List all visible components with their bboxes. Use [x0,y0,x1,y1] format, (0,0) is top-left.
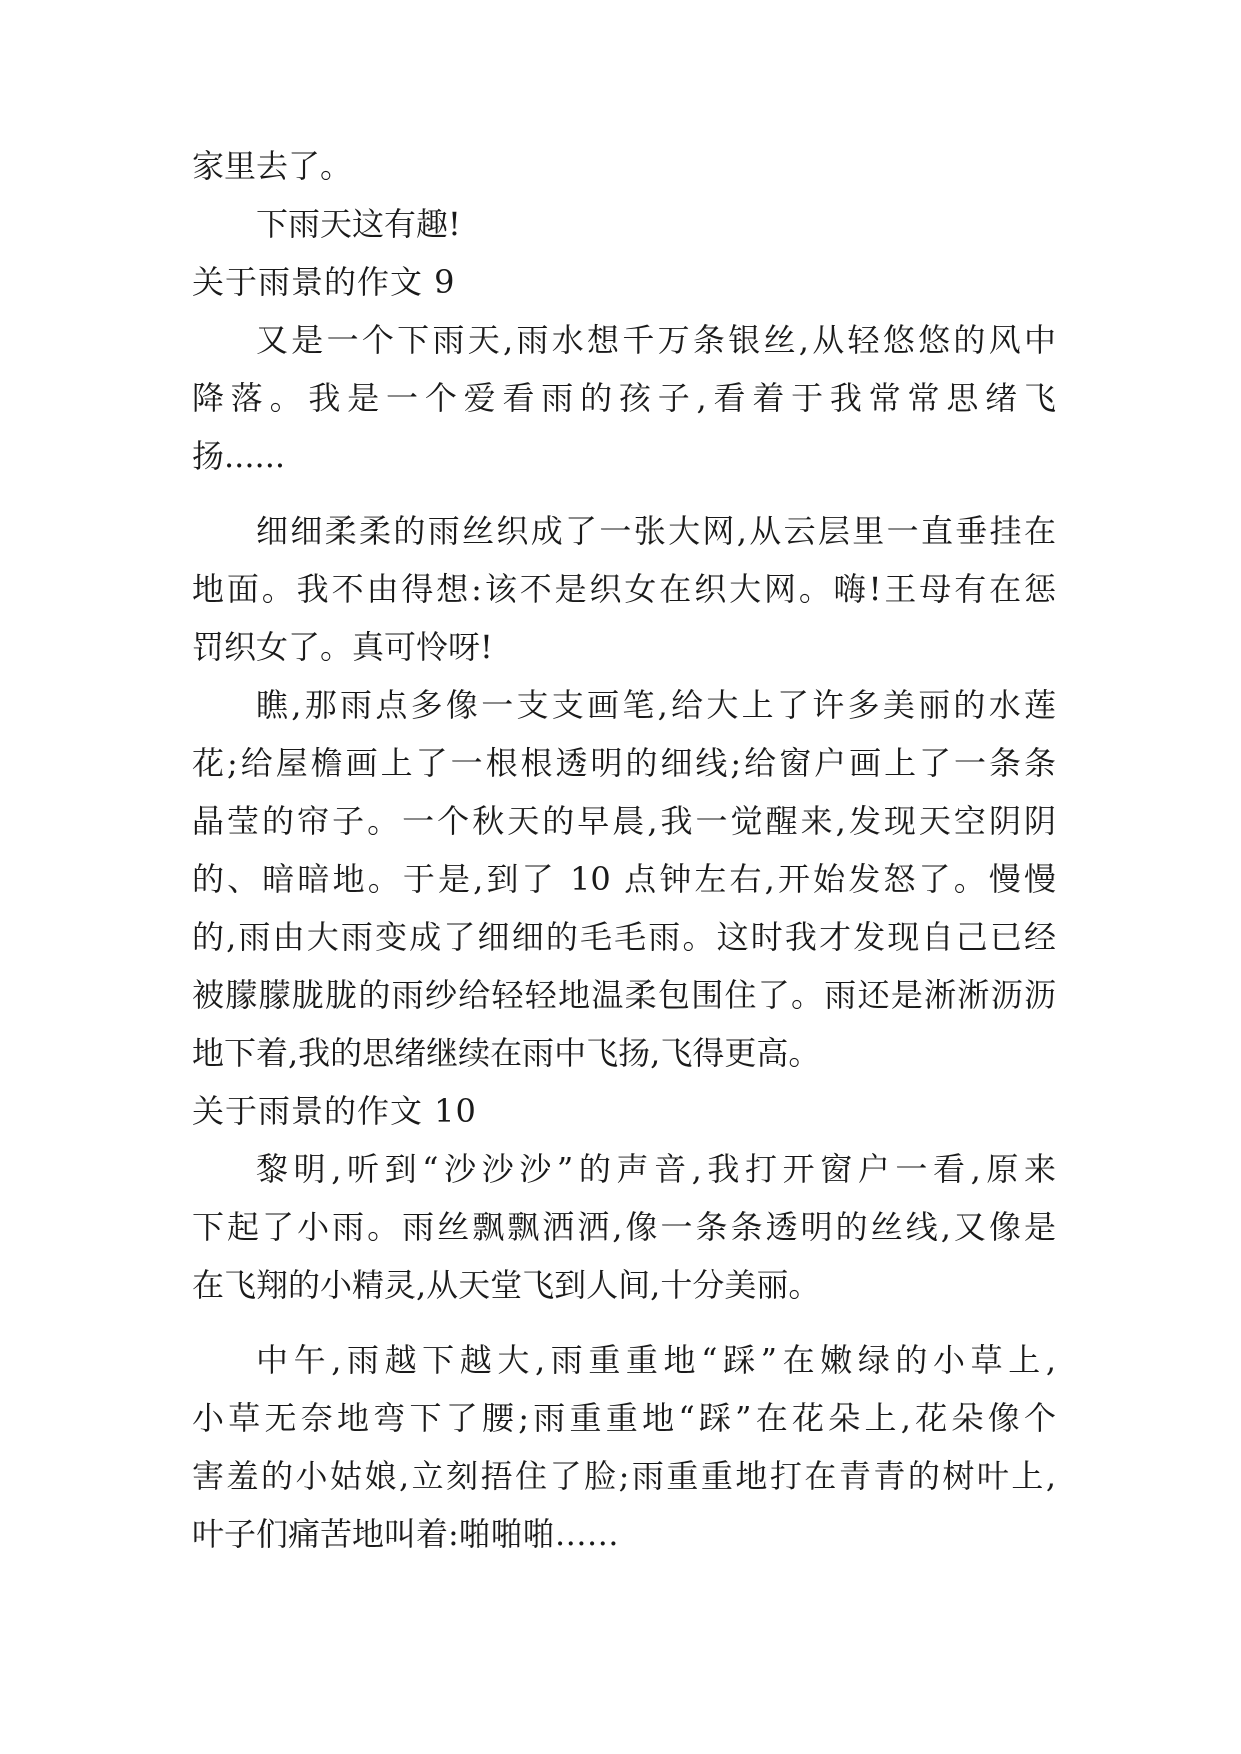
paragraph-line: 又是一个下雨天,雨水想千万条银丝,从轻悠悠的风中 [256,321,1056,359]
paragraph-line: 地下着,我的思绪继续在雨中飞扬,飞得更高。 [192,1034,821,1072]
paragraph-line: 黎明,听到“沙沙沙”的声音,我打开窗户一看,原来 [256,1150,1056,1188]
paragraph-line: 扬...... [192,437,286,475]
paragraph-line: 下起了小雨。雨丝飘飘洒洒,像一条条透明的丝线,又像是 [192,1208,1056,1246]
paragraph-line: 晶莹的帘子。一个秋天的早晨,我一觉醒来,发现天空阴阴 [192,802,1056,840]
paragraph-line: 家里去了。 [192,147,353,185]
paragraph-line: 罚织女了。真可怜呀! [192,628,493,666]
paragraph-line: 的、暗暗地。于是,到了 10 点钟左右,开始发怒了。慢慢 [192,860,1056,898]
paragraph-line: 花;给屋檐画上了一根根透明的细线;给窗户画上了一条条 [192,744,1056,782]
paragraph-line: 在飞翔的小精灵,从天堂飞到人间,十分美丽。 [192,1266,821,1304]
paragraph-line: 小草无奈地弯下了腰;雨重重地“踩”在花朵上,花朵像个 [192,1399,1056,1437]
paragraph-line: 中午,雨越下越大,雨重重地“踩”在嫩绿的小草上, [256,1341,1056,1379]
paragraph-line: 地面。我不由得想:该不是织女在织大网。嗨!王母有在惩 [192,570,1056,608]
paragraph-line: 下雨天这有趣! [256,205,461,243]
paragraph-line: 降落。我是一个爱看雨的孩子,看着于我常常思绪飞 [192,379,1056,417]
paragraph-line: 瞧,那雨点多像一支支画笔,给大上了许多美丽的水莲 [256,686,1056,724]
paragraph-line: 的,雨由大雨变成了细细的毛毛雨。这时我才发现自己已经 [192,918,1056,956]
paragraph-line: 细细柔柔的雨丝织成了一张大网,从云层里一直垂挂在 [256,512,1056,550]
essay-heading: 关于雨景的作文 10 [192,1092,477,1130]
essay-heading: 关于雨景的作文 9 [192,263,456,301]
paragraph-line: 叶子们痛苦地叫着:啪啪啪…… [192,1515,619,1553]
paragraph-line: 被朦朦胧胧的雨纱给轻轻地温柔包围住了。雨还是淅淅沥沥 [192,976,1056,1014]
paragraph-line: 害羞的小姑娘,立刻捂住了脸;雨重重地打在青青的树叶上, [192,1457,1056,1495]
